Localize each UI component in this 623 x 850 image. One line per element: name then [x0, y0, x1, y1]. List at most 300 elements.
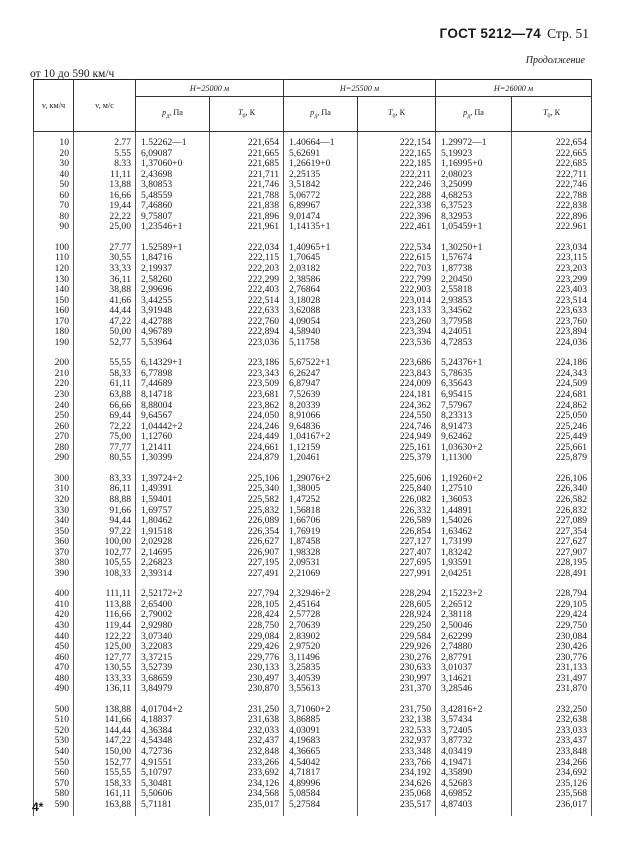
table-cell: 38,88	[74, 285, 136, 296]
table-cell: 223,394	[358, 327, 436, 338]
table-cell: 122,22	[74, 632, 136, 643]
table-cell: 222,514	[210, 296, 284, 307]
table-cell: 1,73199	[436, 537, 512, 548]
table-cell: 225,340	[210, 484, 284, 495]
table-cell: 233,266	[210, 758, 284, 769]
table-cell: 230	[34, 390, 74, 401]
table-cell: 221,746	[210, 180, 284, 191]
table-row	[34, 338, 592, 349]
header-v-ms: v, м/с	[74, 80, 136, 132]
table-row	[34, 222, 592, 233]
table-cell: 221,654	[210, 132, 284, 149]
table-cell: 2,50046	[436, 621, 512, 632]
table-cell: 33,33	[74, 264, 136, 275]
table-cell: 60	[34, 191, 74, 202]
page-header	[440, 26, 589, 42]
table-cell: 233,848	[512, 747, 592, 758]
table-cell: 236,017	[512, 800, 592, 817]
table-cell: 8.33	[74, 159, 136, 170]
table-cell: 1.40664—1	[284, 132, 358, 149]
table-cell: 234,126	[210, 779, 284, 790]
table-cell: 223,681	[210, 390, 284, 401]
table-cell: 2,83902	[284, 632, 358, 643]
table-cell: 5,62691	[284, 149, 358, 160]
table-cell: 228,105	[210, 600, 284, 611]
table-cell: 2,55818	[436, 285, 512, 296]
table-cell: 2,79002	[136, 610, 210, 621]
table-cell: 4,24051	[436, 327, 512, 338]
table-cell: 4,09054	[284, 317, 358, 328]
table-cell: 227,195	[210, 558, 284, 569]
table-cell: 320	[34, 495, 74, 506]
table-cell: 223,403	[512, 285, 592, 296]
table-cell: 500	[34, 705, 74, 716]
table-cell: 2,65400	[136, 600, 210, 611]
table-cell: 4,69852	[436, 789, 512, 800]
table-cell: 228,424	[210, 610, 284, 621]
table-cell: 6,14329+1	[136, 358, 210, 369]
table-cell: 224,246	[210, 422, 284, 433]
table-cell: 3,77958	[436, 317, 512, 328]
table-cell: 224,509	[512, 379, 592, 390]
table-cell: 228,195	[512, 558, 592, 569]
page-number: Стр. 51	[547, 26, 589, 41]
table-cell: 130,55	[74, 663, 136, 674]
table-cell: 3,84979	[136, 684, 210, 695]
table-cell: 290	[34, 453, 74, 464]
table-cell: 223,115	[512, 253, 592, 264]
table-cell: 3,51842	[284, 180, 358, 191]
table-row	[34, 453, 592, 464]
table-cell: 224,036	[512, 338, 592, 349]
table-cell: 4,52683	[436, 779, 512, 790]
table-cell: 540	[34, 747, 74, 758]
table-cell: 3,07340	[136, 632, 210, 643]
header-stagnation-temperature: $T_0$, К	[210, 97, 284, 132]
table-cell: 80	[34, 212, 74, 223]
table-cell: 4,96789	[136, 327, 210, 338]
table-cell: 9,01474	[284, 212, 358, 223]
table-cell: 227,627	[512, 537, 592, 548]
table-cell: 1,14135+1	[284, 222, 358, 233]
table-cell: 222.961	[512, 222, 592, 233]
table-cell: 233,033	[512, 726, 592, 737]
table-cell: 6,77898	[136, 369, 210, 380]
table-cell: 225,050	[512, 411, 592, 422]
table-cell: 5,24376+1	[436, 358, 512, 369]
table-cell: 225,606	[358, 474, 436, 485]
table-cell: 4,54042	[284, 758, 358, 769]
table-cell: 5,78635	[436, 369, 512, 380]
table-cell: 4,72736	[136, 747, 210, 758]
table-cell: 224,181	[358, 390, 436, 401]
table-cell: 231,870	[512, 684, 592, 695]
table-cell: 240	[34, 401, 74, 412]
table-cell: 10	[34, 132, 74, 149]
table-cell: 222,685	[512, 159, 592, 170]
table-cell: 231,133	[512, 663, 592, 674]
table-cell: 4,58940	[284, 327, 358, 338]
table-cell: 3,28546	[436, 684, 512, 695]
table-cell: 360	[34, 537, 74, 548]
header-v-kmh: v, км/ч	[34, 80, 74, 132]
header-dynamic-pressure: $p_д$, Па	[136, 97, 210, 132]
table-cell: 108,33	[74, 569, 136, 580]
table-cell: 225,449	[512, 432, 592, 443]
table-cell: 6,95415	[436, 390, 512, 401]
table-cell: 228,750	[210, 621, 284, 632]
table-cell: 1,20461	[284, 453, 358, 464]
table-cell: 280	[34, 443, 74, 454]
table-cell: 1,49391	[136, 484, 210, 495]
table-cell: 4,18837	[136, 715, 210, 726]
table-cell: 3,22083	[136, 642, 210, 653]
table-row	[34, 132, 592, 149]
table-cell: 5.55	[74, 149, 136, 160]
table-cell: 2,14695	[136, 548, 210, 559]
table-cell: 222,633	[210, 306, 284, 317]
table-cell: 1,40965+1	[284, 243, 358, 254]
table-cell: 6,87947	[284, 379, 358, 390]
table-cell: 1,93591	[436, 558, 512, 569]
table-cell: 2,19937	[136, 264, 210, 275]
table-cell: 1,70645	[284, 253, 358, 264]
table-cell: 222,203	[210, 264, 284, 275]
table-cell: 550	[34, 758, 74, 769]
table-cell: 3,62088	[284, 306, 358, 317]
table-cell: 1,19260+2	[436, 474, 512, 485]
table-cell: 1,69757	[136, 506, 210, 517]
table-cell: 226,340	[512, 484, 592, 495]
table-cell: 4,36665	[284, 747, 358, 758]
table-cell: 3,42816+2	[436, 705, 512, 716]
table-cell: 235,017	[210, 800, 284, 817]
table-cell: 70	[34, 201, 74, 212]
table-cell: 72,22	[74, 422, 136, 433]
table-cell: 11,11	[74, 170, 136, 181]
table-cell: 27.77	[74, 243, 136, 254]
table-cell: 410	[34, 600, 74, 611]
table-cell: 2,04251	[436, 569, 512, 580]
table-cell: 560	[34, 768, 74, 779]
table-cell: 138,88	[74, 705, 136, 716]
table-cell: 1,26619+0	[284, 159, 358, 170]
table-cell: 16,66	[74, 191, 136, 202]
table-cell: 3,18028	[284, 296, 358, 307]
table-cell: 490	[34, 684, 74, 695]
table-cell: 310	[34, 484, 74, 495]
table-cell: 227,794	[210, 589, 284, 600]
table-cell: 144,44	[74, 726, 136, 737]
table-cell: 63,88	[74, 390, 136, 401]
table-cell: 91,66	[74, 506, 136, 517]
table-cell: 1,57674	[436, 253, 512, 264]
table-cell: 1,30399	[136, 453, 210, 464]
table-cell: 1,44891	[436, 506, 512, 517]
table-cell: 223,036	[210, 338, 284, 349]
table-cell: 233,348	[358, 747, 436, 758]
table-cell: 158,33	[74, 779, 136, 790]
table-cell: 3,40539	[284, 674, 358, 685]
table-cell: 1,11300	[436, 453, 512, 464]
table-cell: 232,848	[210, 747, 284, 758]
table-cell: 370	[34, 548, 74, 559]
table-cell: 7,57967	[436, 401, 512, 412]
table-cell: 4,72853	[436, 338, 512, 349]
table-cell: 231,750	[358, 705, 436, 716]
table-cell: 570	[34, 779, 74, 790]
table-row	[34, 800, 592, 817]
table-cell: 1,23546+1	[136, 222, 210, 233]
table-cell: 1,05459+1	[436, 222, 512, 233]
table-cell: 232,250	[512, 705, 592, 716]
table-cell: 520	[34, 726, 74, 737]
table-cell: 2,26512	[436, 600, 512, 611]
table-cell: 235,068	[358, 789, 436, 800]
table-cell: 224,362	[358, 401, 436, 412]
table-cell: 223,894	[512, 327, 592, 338]
table-cell: 420	[34, 610, 74, 621]
table-cell: 223,133	[358, 306, 436, 317]
table-cell: 223,862	[210, 401, 284, 412]
table-cell: 227,491	[210, 569, 284, 580]
table-cell: 7,46860	[136, 201, 210, 212]
table-cell: 5,27584	[284, 800, 358, 817]
table-cell: 4,03091	[284, 726, 358, 737]
table-cell: 227,089	[512, 516, 592, 527]
table-cell: 9,62462	[436, 432, 512, 443]
table-cell: 223,686	[358, 358, 436, 369]
table-cell: 222,403	[210, 285, 284, 296]
table-cell: 1,36053	[436, 495, 512, 506]
table-cell: 225,582	[210, 495, 284, 506]
table-cell: 1,98328	[284, 548, 358, 559]
table-cell: 2,99696	[136, 285, 210, 296]
table-cell: 155,55	[74, 768, 136, 779]
table-cell: 119,44	[74, 621, 136, 632]
table-cell: 1,84716	[136, 253, 210, 264]
table-cell: 8,20339	[284, 401, 358, 412]
table-cell: 2,97520	[284, 642, 358, 653]
table-cell: 260	[34, 422, 74, 433]
table-cell: 226,582	[512, 495, 592, 506]
table-cell: 1,91518	[136, 527, 210, 538]
table-row	[34, 264, 592, 275]
table-cell: 226,332	[358, 506, 436, 517]
table-cell: 13,88	[74, 180, 136, 191]
table-cell: 6,89967	[284, 201, 358, 212]
table-cell: 55,55	[74, 358, 136, 369]
table-cell: 225,879	[512, 453, 592, 464]
table-cell: 230,633	[358, 663, 436, 674]
table-cell: 223,343	[210, 369, 284, 380]
table-cell: 1,03630+2	[436, 443, 512, 454]
table-cell: 223,633	[512, 306, 592, 317]
table-cell: 270	[34, 432, 74, 443]
table-cell: 221,685	[210, 159, 284, 170]
table-cell: 5,08584	[284, 789, 358, 800]
table-cell: 229,926	[358, 642, 436, 653]
table-cell: 223,014	[358, 296, 436, 307]
table-cell: 2,76864	[284, 285, 358, 296]
table-cell: 224,681	[512, 390, 592, 401]
table-cell: 36,11	[74, 275, 136, 286]
table-cell: 6,37523	[436, 201, 512, 212]
table-cell: 2,70639	[284, 621, 358, 632]
table-cell: 3,71060+2	[284, 705, 358, 716]
table-cell: 226,589	[358, 516, 436, 527]
table-cell: 6,09087	[136, 149, 210, 160]
table-cell: 223,536	[358, 338, 436, 349]
header-stagnation-temperature: $T_0$, К	[358, 97, 436, 132]
table-cell: 230,997	[358, 674, 436, 685]
table-cell: 230,084	[512, 632, 592, 643]
table-cell: 230,276	[358, 653, 436, 664]
table-cell: 222,711	[512, 170, 592, 181]
table-cell: 1.52589+1	[136, 243, 210, 254]
table-cell: 58,33	[74, 369, 136, 380]
table-cell: 152,77	[74, 758, 136, 769]
table-cell: 1,59401	[136, 495, 210, 506]
table-cell: 1,37060+0	[136, 159, 210, 170]
table-cell: 222,654	[512, 132, 592, 149]
table-row	[34, 684, 592, 695]
table-cell: 147,22	[74, 736, 136, 747]
table-cell: 1,12159	[284, 443, 358, 454]
table-cell: 5,71181	[136, 800, 210, 817]
table-cell: 105,55	[74, 558, 136, 569]
table-cell: 225,661	[512, 443, 592, 454]
table-cell: 4,03419	[436, 747, 512, 758]
table-row	[34, 495, 592, 506]
table-cell: 61,11	[74, 379, 136, 390]
table-cell: 580	[34, 789, 74, 800]
table-cell: 5,30481	[136, 779, 210, 790]
table-cell: 5,48559	[136, 191, 210, 202]
table-cell: 230,133	[210, 663, 284, 674]
table-cell: 234,192	[358, 768, 436, 779]
table-cell: 2,32946+2	[284, 589, 358, 600]
table-cell: 234,266	[512, 758, 592, 769]
table-row	[34, 621, 592, 632]
table-cell: 8,14718	[136, 390, 210, 401]
table-cell: 25,00	[74, 222, 136, 233]
table-cell: 41,66	[74, 296, 136, 307]
table-cell: 220	[34, 379, 74, 390]
table-cell: 5,19923	[436, 149, 512, 160]
table-cell: 3,91948	[136, 306, 210, 317]
table-cell: 231,370	[358, 684, 436, 695]
table-cell: 222,246	[358, 180, 436, 191]
table-cell: 3,72405	[436, 726, 512, 737]
table-cell: 1,83242	[436, 548, 512, 559]
table-cell: 2,57728	[284, 610, 358, 621]
table-cell: 5,50606	[136, 789, 210, 800]
table-cell: 1,47252	[284, 495, 358, 506]
table-cell: 224,746	[358, 422, 436, 433]
table-cell: 222,838	[512, 201, 592, 212]
table-row	[34, 516, 592, 527]
table-cell: 222,288	[358, 191, 436, 202]
table-cell: 233,766	[358, 758, 436, 769]
table-cell: 4,71817	[284, 768, 358, 779]
table-cell: 3,01037	[436, 663, 512, 674]
table-cell: 75,00	[74, 432, 136, 443]
table-cell: 229,776	[210, 653, 284, 664]
table-cell: 234,568	[210, 789, 284, 800]
table-cell: 232,533	[358, 726, 436, 737]
table-cell: 5,06772	[284, 191, 358, 202]
table-cell: 222,299	[210, 275, 284, 286]
table-cell: 1,04442+2	[136, 422, 210, 433]
table-cell: 4,54348	[136, 736, 210, 747]
table-cell: 4,36384	[136, 726, 210, 737]
table-cell: 222,211	[358, 170, 436, 181]
table-cell: 221,788	[210, 191, 284, 202]
table-cell: 83,33	[74, 474, 136, 485]
standard-number: ГОСТ 5212—74	[439, 26, 542, 41]
table-cell: 52,77	[74, 338, 136, 349]
table-cell: 100	[34, 243, 74, 254]
table-cell: 90	[34, 222, 74, 233]
table-cell: 8,23313	[436, 411, 512, 422]
table-cell: 3,37215	[136, 653, 210, 664]
table-cell: 226,627	[210, 537, 284, 548]
table-cell: 232,138	[358, 715, 436, 726]
page-mark: 4*	[32, 800, 44, 814]
table-cell: 226,832	[512, 506, 592, 517]
table-cell: 116,66	[74, 610, 136, 621]
table-cell: 5,67522+1	[284, 358, 358, 369]
table-cell: 125,00	[74, 642, 136, 653]
table-cell: 8,32953	[436, 212, 512, 223]
header-altitude: H=25000 м	[136, 80, 284, 97]
table-cell: 221,896	[210, 212, 284, 223]
table-cell: 1,80462	[136, 516, 210, 527]
table-cell: 77,77	[74, 443, 136, 454]
header-stagnation-temperature: $T_0$, К	[512, 97, 592, 132]
table-cell: 229,424	[512, 610, 592, 621]
table-cell: 330	[34, 506, 74, 517]
table-cell: 226,354	[210, 527, 284, 538]
header-dynamic-pressure: $p_д$, Па	[284, 97, 358, 132]
table-cell: 224,050	[210, 411, 284, 422]
table-cell: 400	[34, 589, 74, 600]
table-cell: 231,250	[210, 705, 284, 716]
table-cell: 2.77	[74, 132, 136, 149]
table-cell: 94,44	[74, 516, 136, 527]
table-cell: 229,105	[512, 600, 592, 611]
table-cell: 390	[34, 569, 74, 580]
table-cell: 231,638	[210, 715, 284, 726]
table-cell: 160	[34, 306, 74, 317]
table-cell: 225,106	[210, 474, 284, 485]
table-cell: 223,509	[210, 379, 284, 390]
table-cell: 4,91551	[136, 758, 210, 769]
table-cell: 3,57434	[436, 715, 512, 726]
table-cell: 4,87403	[436, 800, 512, 817]
table-cell: 3,68659	[136, 674, 210, 685]
table-cell: 1,38005	[284, 484, 358, 495]
table-cell: 224,343	[512, 369, 592, 380]
table-cell: 66,66	[74, 401, 136, 412]
table-cell: 3,80853	[136, 180, 210, 191]
table-cell: 225,246	[512, 422, 592, 433]
table-cell: 1,87738	[436, 264, 512, 275]
table-cell: 1,54026	[436, 516, 512, 527]
table-cell: 141,66	[74, 715, 136, 726]
header-altitude: H=25500 м	[284, 80, 436, 97]
